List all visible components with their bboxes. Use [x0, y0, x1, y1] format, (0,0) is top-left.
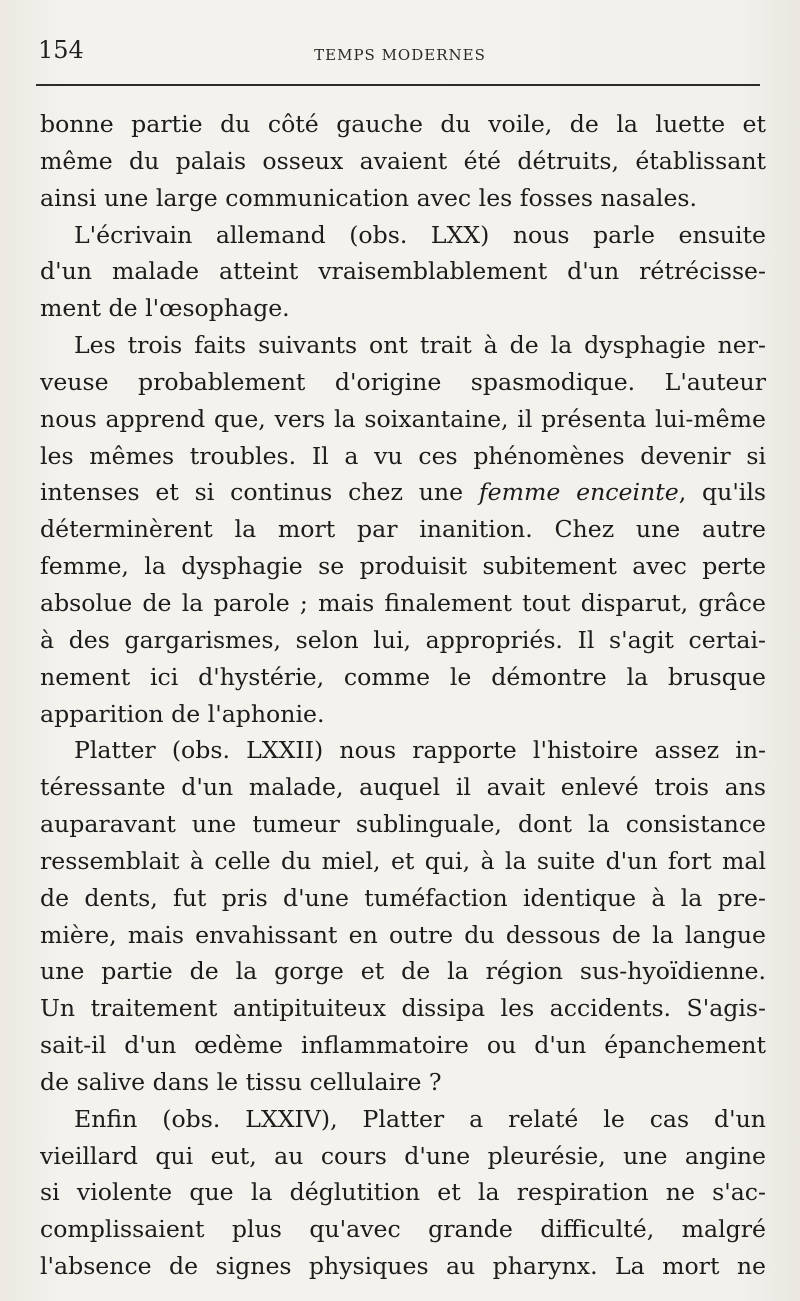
page-header	[38, 32, 762, 72]
header-rule	[36, 84, 760, 86]
text-line: nous apprend que, vers la soixantaine, il présenta lui-même	[40, 404, 766, 433]
text-line: déterminèrent la mort par inanition. Chez une autre	[40, 515, 766, 544]
page-number: 154	[38, 36, 84, 64]
text-line: auparavant une tumeur sublinguale, dont la consistance	[40, 810, 766, 839]
italic-phrase: femme enceinte	[478, 478, 679, 507]
text-line: vieillard qui eut, au cours d'une pleurésie, une angine	[40, 1141, 766, 1170]
text-line: les mêmes troubles. Il a vu ces phénomènes devenir si	[40, 441, 766, 470]
text-line: Un traitement antipituiteux dissipa les accidents. S'agis-	[40, 994, 766, 1023]
text-line: L'écrivain allemand (obs. LXX) nous parle ensuite	[74, 220, 766, 249]
text-line: absolue de la parole ; mais finalement tout disparut, grâce	[40, 588, 766, 617]
text-line	[40, 474, 766, 511]
text-line: l'absence de signes physiques au pharynx. La mort ne	[40, 1252, 766, 1281]
text-line: Enfin (obs. LXXIV), Platter a relaté le cas d'un	[74, 1104, 766, 1133]
text-line: téressante d'un malade, auquel il avait enlevé trois ans	[40, 773, 766, 802]
text-line: sait-il d'un œdème inflammatoire ou d'un épanchement	[40, 1031, 766, 1060]
text-line: de dents, fut pris d'une tuméfaction identique à la pre-	[40, 883, 766, 912]
running-title: TEMPS MODERNES	[314, 46, 486, 64]
text-line: à des gargarismes, selon lui, appropriés. Il s'agit certai-	[40, 625, 766, 654]
text-line: ressemblait à celle du miel, et qui, à la suite d'un fort mal	[40, 846, 766, 875]
text-line: même du palais osseux avaient été détruits, établissant	[40, 146, 766, 175]
text-line: complissaient plus qu'avec grande difficulté, malgré	[40, 1215, 766, 1244]
text-line: Les trois faits suivants ont trait à de la dysphagie ner-	[74, 331, 766, 360]
text-line: si violente que la déglutition et la respiration ne s'ac-	[40, 1178, 766, 1207]
text-line-end: , qu'ils	[678, 478, 766, 507]
text-line: ainsi une large communication avec les fosses nasales.	[40, 183, 698, 212]
body-text	[40, 106, 766, 1285]
text-line: une partie de la gorge et de la région sus-hyoïdienne.	[40, 957, 766, 986]
text-line: Platter (obs. LXXII) nous rapporte l'histoire assez in-	[74, 736, 766, 765]
text-line: mière, mais envahissant en outre du dessous de la langue	[40, 920, 766, 949]
text-line: bonne partie du côté gauche du voile, de la luette et	[40, 110, 766, 138]
text-line: de salive dans le tissu cellulaire ?	[40, 1067, 442, 1096]
text-line: d'un malade atteint vraisemblablement d'un rétrécisse-	[40, 257, 766, 286]
text-line: apparition de l'aphonie.	[40, 699, 325, 728]
text-line: nement ici d'hystérie, comme le démontre la brusque	[40, 662, 766, 691]
text-line: veuse probablement d'origine spasmodique. L'auteur	[40, 367, 766, 396]
text-line: ment de l'œsophage.	[40, 294, 290, 323]
text-line: femme, la dysphagie se produisit subitement avec perte	[40, 552, 766, 581]
text-line-start: intenses et si continus chez une	[40, 478, 464, 507]
